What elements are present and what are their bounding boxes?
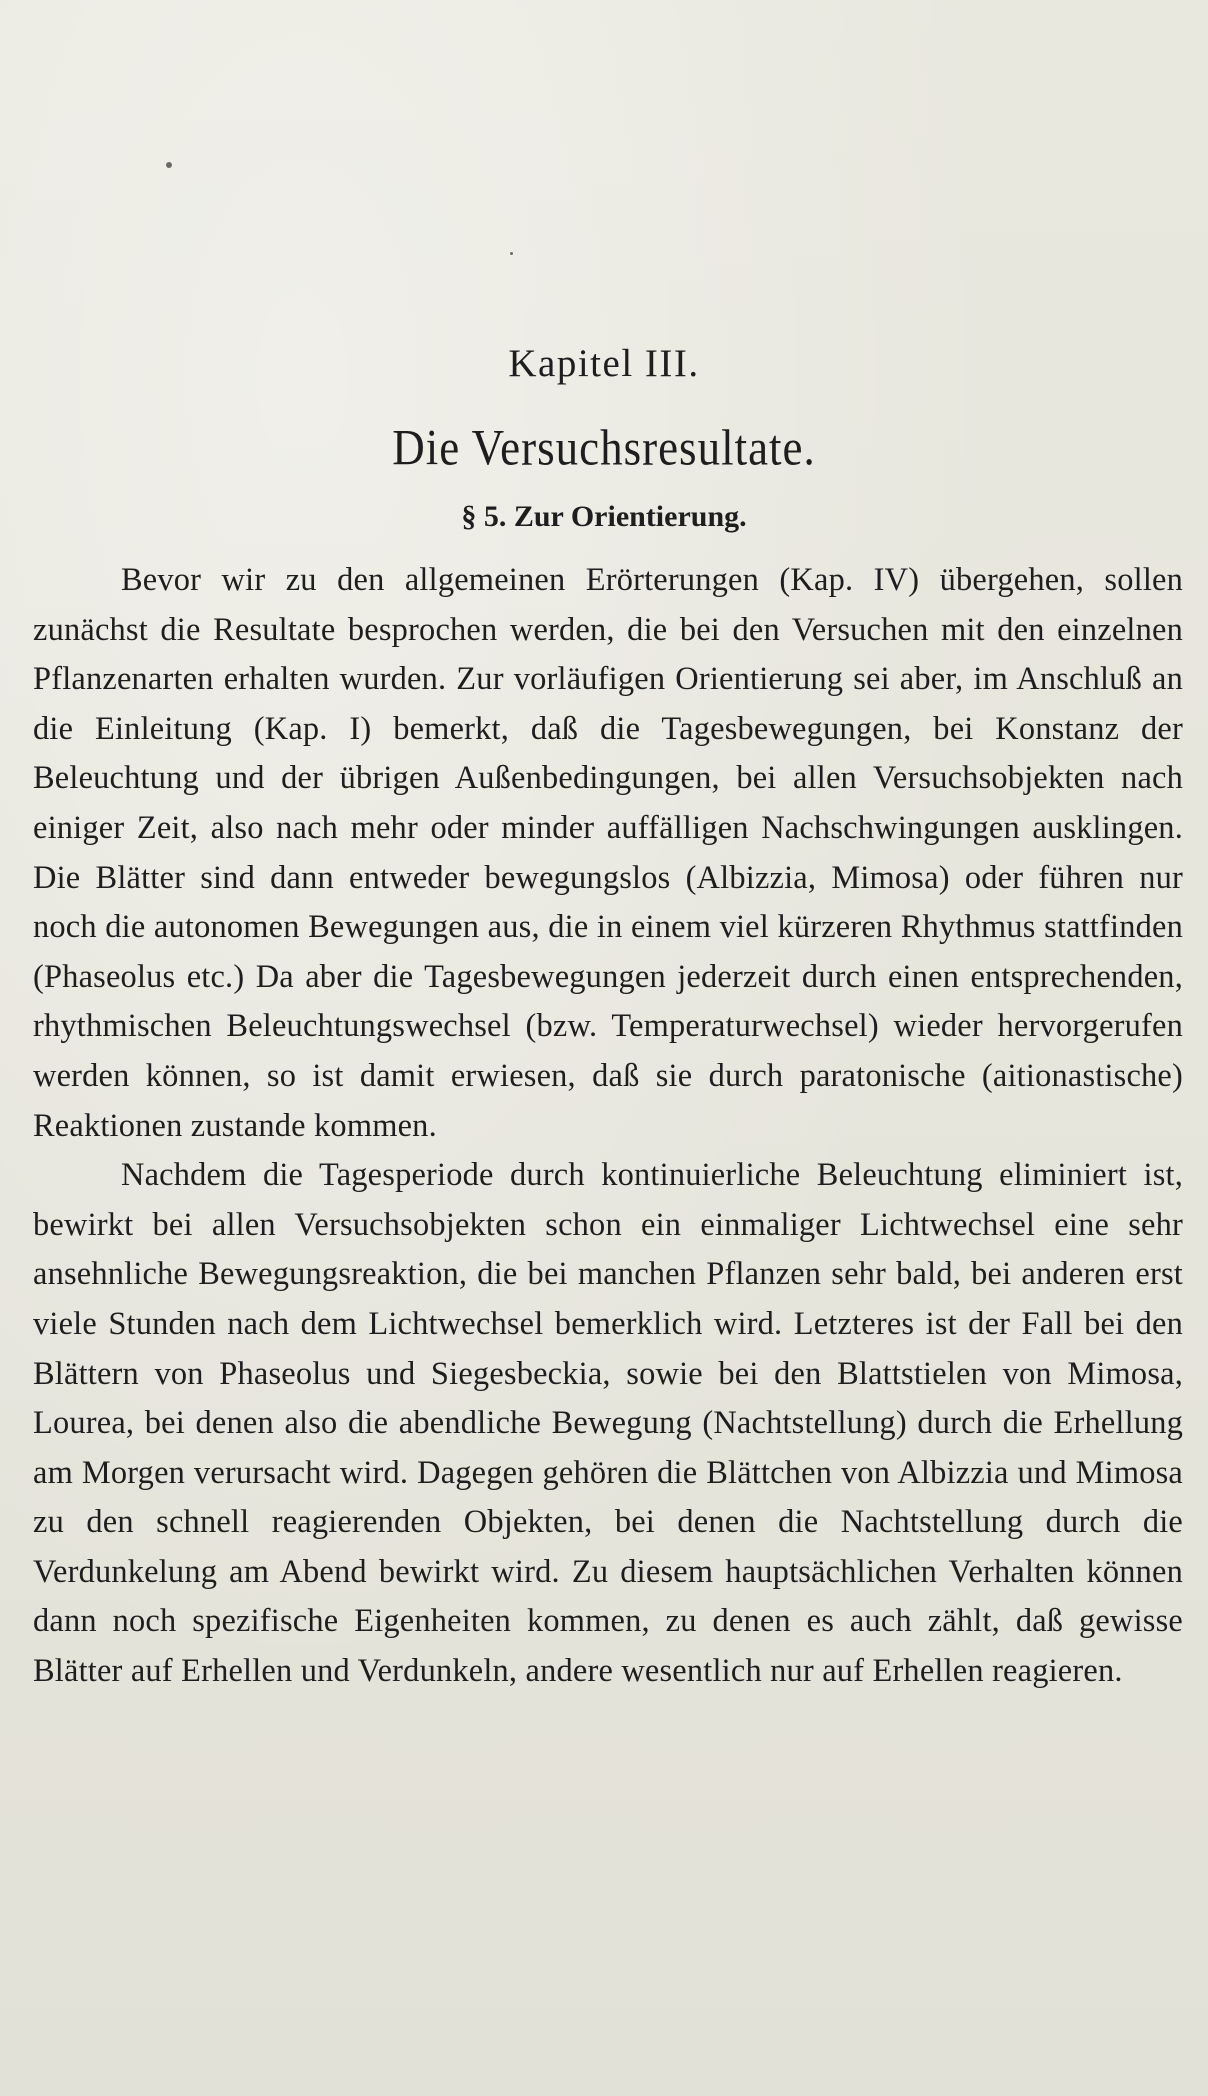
paragraph: Bevor wir zu den allgemeinen Erörterungen (Kap. IV) übergehen, sollen zunächst die Resultate besprochen werden, die bei den Versuchen mit den einzelnen Pflanzenarten erhalten wurden. Zur vorläufigen Orientierung sei aber, im Anschluß an die Einleitung (Kap. I) bemerkt, daß die Tagesbewegungen, bei Konstanz der Beleuchtung und der übrigen Außenbedingungen, bei allen Versuchsobjekten nach einiger Zeit, also nach mehr oder minder auffälligen Nachschwingungen ausklingen. Die Blätter sind dann entweder bewegungslos (Albizzia, Mimosa) oder führen nur noch die autonomen Bewegungen aus, die in einem viel kürzeren Rhythmus stattfinden (Phaseolus etc.) Da aber die Tagesbewegungen jederzeit durch einen entsprechenden, rhythmischen Beleuchtungswechsel (bzw. Temperaturwechsel) wieder hervorgerufen werden können, so ist damit erwiesen, daß sie durch paratonische (aitionastische) Reaktionen zustande kommen. (33, 562, 1183, 1144)
section-heading: § 5. Zur Orientierung. (461, 500, 747, 533)
body-text (33, 556, 1183, 1697)
chapter-heading: Kapitel III. (508, 342, 700, 385)
paper-speck (166, 162, 172, 168)
paper-speck (510, 252, 513, 255)
paragraph: Nachdem die Tagesperiode durch kontinuierliche Beleuchtung eliminiert ist, bewirkt bei allen Versuchsobjekten schon ein einmaliger Lichtwechsel eine sehr ansehnliche Bewegungsreaktion, die bei manchen Pflanzen sehr bald, bei anderen erst viele Stunden nach dem Lichtwechsel bemerklich wird. Letzteres ist der Fall bei den Blättern von Phaseolus und Siegesbeckia, sowie bei den Blattstielen von Mimosa, Lourea, bei denen also die abendliche Bewegung (Nachtstellung) durch die Erhellung am Morgen verursacht wird. Dagegen gehören die Blättchen von Albizzia und Mimosa zu den schnell reagierenden Objekten, bei denen die Nachtstellung durch die Verdunkelung am Abend bewirkt wird. Zu diesem hauptsächlichen Verhalten können dann noch spezifische Eigenheiten kommen, zu denen es auch zählt, daß gewisse Blätter auf Erhellen und Verdunkeln, andere wesentlich nur auf Erhellen reagieren. (33, 1157, 1183, 1690)
chapter-title: Die Versuchsresultate. (392, 419, 816, 476)
